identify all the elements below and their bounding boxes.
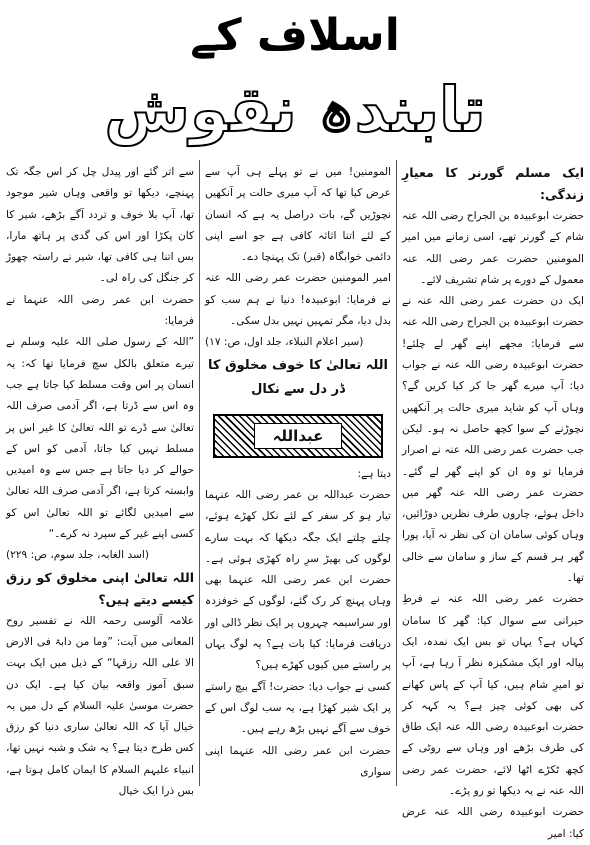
paragraph: حضرت عمر رضی اللہ عنہ نے فرطِ حیرانی سے سوال کیا: گھر کا سامان کہاں ہے؟ یہاں تو بس ایک نمدہ، ایک پیالہ اور ایک مشکیزہ نظر آ رہا ہے، آپ تو امیرِ شام ہیں، کیا آپ کے پاس کھانے کی بھی کوئی چیز ہے؟ یہ کہہ کر حضرت ابوعبیدہ رضی اللہ عنہ ایک طاق کی طرف بڑھے اور وہاں سے روٹی کے کچھ ٹکڑے اٹھا لائے، حضرت عمر رضی اللہ عنہ نے یہ دیکھا تو رو پڑے۔ [402, 593, 584, 798]
right-column [402, 162, 584, 840]
paragraph: حضرت ابن عمر رضی اللہ عنہما نے فرمایا: [6, 293, 194, 328]
paragraph: المومنین! میں نے تو پہلے ہی آپ سے عرض کیا تھا کہ آپ میری حالت پر آنکھیں نچوڑیں گے، بات دراصل یہ ہے کہ انسان کے لئے اتنا اثاثہ کافی ہے جو اسے اپنی دائمی خوابگاہ (قبر) تک پہنچا دے۔ [205, 166, 391, 264]
paragraph: علامہ آلوسی رحمہ اللہ نے تفسیر روح المعانی میں آیت: ”وما من دابۃ فی الارض الا علی اللہ رزقہا“ کے ذیل میں ایک بہت سبق آموز واقعہ بیان کیا ہے۔ ایک دن حضرت موسیٰ علیہ السلام کے دل میں یہ خیال آیا کہ اللہ تعالیٰ ساری دنیا کو رزق کس طرح دیتا ہے؟ یہ شک و شبہ نہیں تھا، انبیاء علیہم السلام کا ایمان کامل ہوتا ہے، بس ذرا ایک خیال [6, 614, 194, 798]
paragraph: حضرت ابوعبیدہ بن الجراح رضی اللہ عنہ شام کے گورنر تھے، اسی زمانے میں امیر المومنین حضرت عمر رضی اللہ عنہ معمول کے دورے پر شام تشریف لائے۔ [402, 210, 584, 286]
paragraph: ”اللہ کے رسول صلی اللہ علیہ وسلم نے تیرے متعلق بالکل سچ فرمایا تھا کہ: یہ انسان پر اس وقت مسلط کیا جاتا ہے جب وہ اس سے ڈرتا ہے، اگر آدمی صرف اللہ تعالیٰ سے ڈرے تو اللہ تعالیٰ کا غیر اس پر مسلط نہیں کیا جاتا، آدمی کو اس کے حوالے کر دیا جاتا ہے جس سے وہ امیدیں وابستہ کرتا ہے، اگر آدمی صرف اللہ تعالیٰ سے امیدیں لگائے تو اللہ تعالیٰ اس کو کسی اپنے غیر کے سپرد نہ کرے۔“ [6, 336, 194, 541]
section-heading: اللہ تعالیٰ کا خوف مخلوق کا ڈر دل سے نکال [207, 357, 389, 397]
title-banner [213, 414, 383, 458]
paragraph: ایک دن حضرت عمر رضی اللہ عنہ نے حضرت ابوعبیدہ بن الجراح رضی اللہ عنہ سے فرمایا: مجھے اپنے گھر لے چلئے! حضرت ابوعبیدہ رضی اللہ عنہ نے جواب دیا: آپ میرے گھر جا کر کیا کریں گے؟ وہاں آپ کو شاید میری حالت پر آنکھیں نچوڑنے کے سوا کچھ حاصل نہ ہو۔ لیکن جب حضرت عمر رضی اللہ عنہ نے اصرار فرمایا تو وہ ان کو اپنے گھر لے گئے۔ حضرت عمر رضی اللہ عنہ گھر میں داخل ہوئے، چاروں طرف نظریں دوڑائیں، وہاں کوئی سامان ان کی نظر نہ آیا، پورا گھر ہر قسم کے ساز و سامان سے خالی تھا۔ [402, 295, 584, 585]
paragraph: حضرت عبداللہ بن عمر رضی اللہ عنہما تیار ہو کر سفر کے لئے نکل کھڑے ہوئے، چلتے چلتے ایک جگہ دیکھا کہ بہت سارے لوگوں کی بھیڑ سرِ راہ کھڑی ہوئی ہے۔ حضرت ابن عمر رضی اللہ عنہما بھی وہاں پہنچ کر رک گئے، لوگوں کے خوفزدہ اور سراسیمہ چہروں پر ایک نظر ڈالی اور دریافت فرمایا: کیا بات ہے؟ یہ لوگ یہاں پر راستے میں کیوں کھڑے ہیں؟ [205, 488, 391, 672]
section-heading: ایک مسلم گورنر کا معیارِ زندگی: [402, 165, 584, 202]
paragraph: دیتا ہے: [357, 467, 391, 480]
title-line-2: تابندہ نقوش [104, 73, 486, 146]
middle-column [205, 162, 391, 782]
paragraph: حضرت ابوعبیدہ رضی اللہ عنہ عرض کیا: امیر [402, 806, 584, 840]
paragraph: سے اتر گئے اور پیدل چل کر اس جگہ تک پہنچے، دیکھا تو واقعی وہاں شیر موجود تھا، آپ بلا خوف و تردد آگے بڑھے، شیر کا کان پکڑا اور اس کی گدی پر ہاتھ مارا، بس اتنا ہی کافی تھا، شیر نے راستہ چھوڑ کر جنگل کی راہ لی۔ [6, 166, 194, 285]
banner-label: عبداللہ [254, 423, 343, 449]
title-line-1: اسلاف کے [190, 10, 400, 61]
column-divider-left [199, 160, 200, 786]
paragraph: حضرت ابن عمر رضی اللہ عنہما اپنی سواری [205, 744, 391, 778]
citation: (سیر اعلام النبلاء، جلد اول، ص: ۱۷) [205, 336, 364, 349]
paragraph: کسی نے جواب دیا: حضرت! آگے بیچ راستے پر ایک شیر کھڑا ہے، یہ سب لوگ اس کے خوف سے آگے نہیں بڑھ رہے ہیں۔ [205, 680, 391, 736]
left-column [6, 162, 194, 798]
citation: (اسد الغابہ، جلد سوم، ص: ۲۲۹) [6, 549, 149, 562]
paragraph: امیر المومنین حضرت عمر رضی اللہ عنہ نے فرمایا: ابوعبیدہ! دنیا نے ہم سب کو بدل دیا، مگر تمہیں نہیں بدل سکی۔ [205, 272, 391, 328]
column-divider-right [396, 160, 397, 786]
section-heading: اللہ تعالیٰ اپنی مخلوق کو رزق کیسے دیتے ہیں؟ [6, 569, 194, 607]
